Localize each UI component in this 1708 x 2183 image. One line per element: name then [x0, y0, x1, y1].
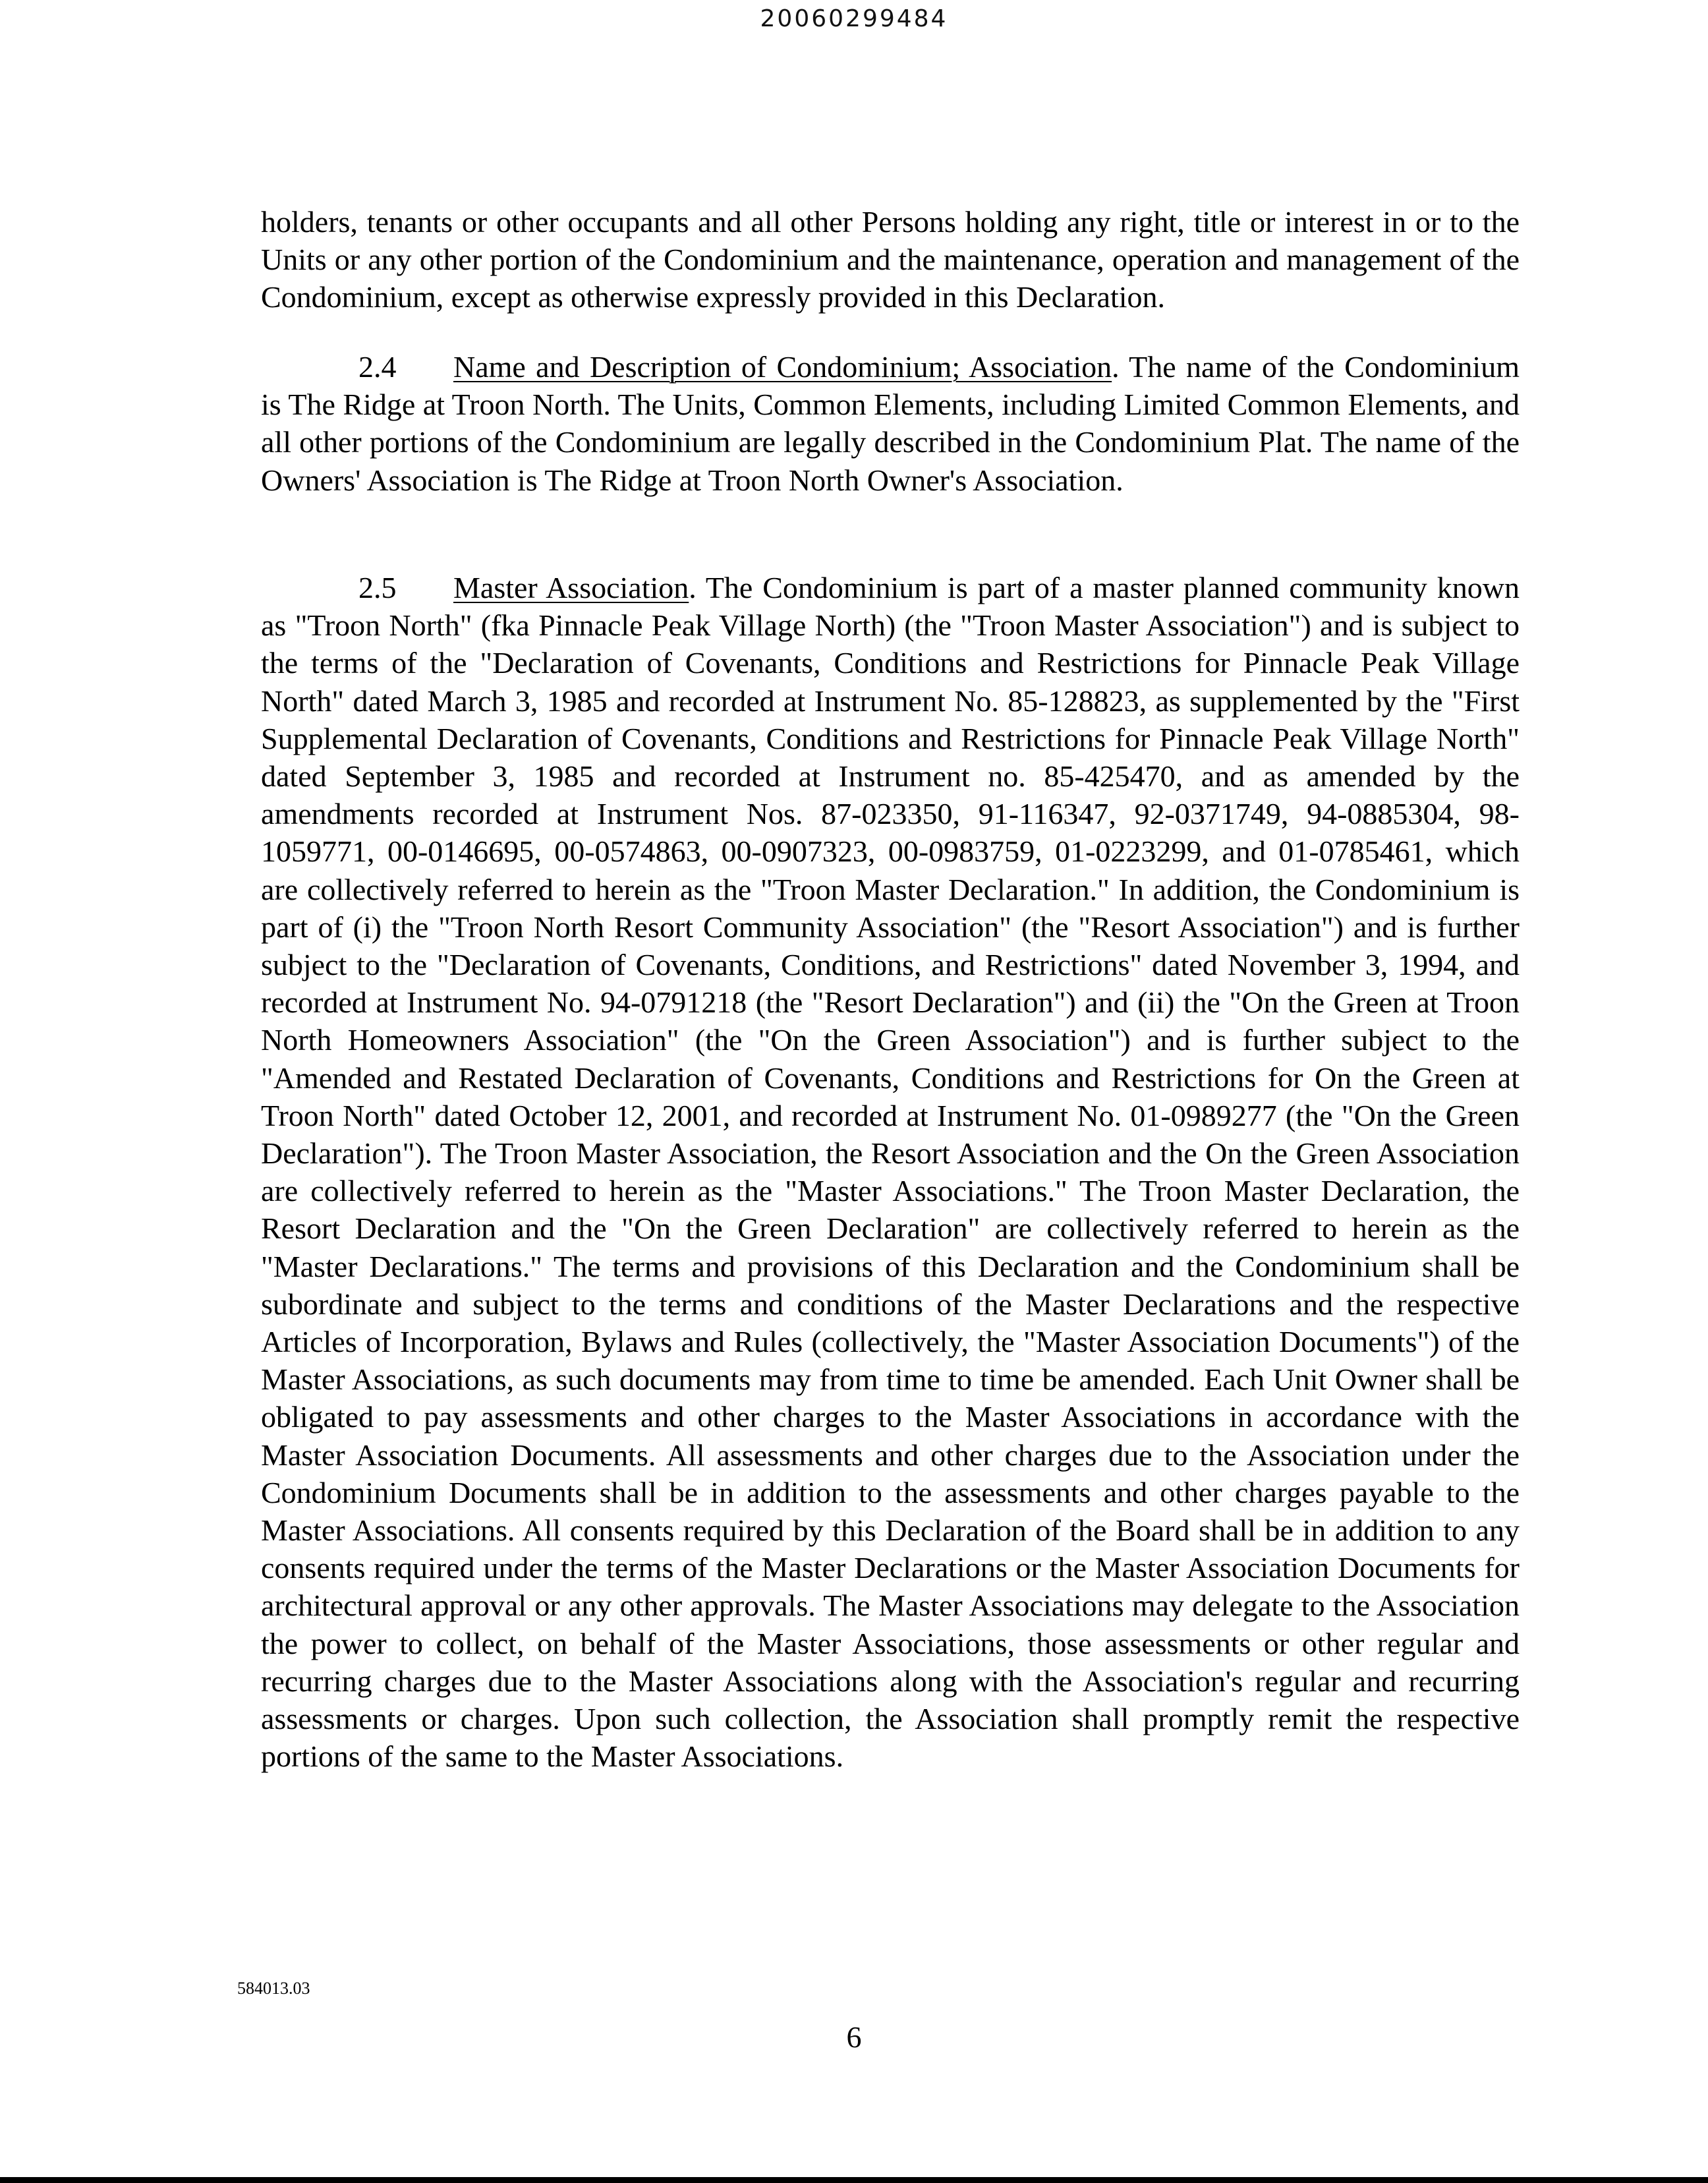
section-text: . The Condominium is part of a master planned community known as "Troon North" (fka Pinnacle Peak Village North) (the "Troon Master Association") and is subject to the terms of the "Declaration of Covenants, Conditions and Restrictions for Pinnacle Peak Village North" dated March 3, 1985 and recorded at Instrument No. 85-128823, as supplemented by the "First Supplemental Declaration of Covenants, Conditions and Restrictions for Pinnacle Peak Village North" dated September 3, 1985 and recorded at Instrument no. 85-425470, and as amended by the amendments recorded at Instrument Nos. 87-023350, 91-116347, 92-0371749, 94-0885304, 98-1059771, 00-0146695, 00-0574863, 00-0907323, 00-0983759, 01-0223299, and 01-0785461, which are collectively referred to herein as the "Troon Master Declaration." In addition, the Condominium is part of (i) the "Troon North Resort Community Association" (the "Resort Association") and is further subject to the "Declaration of Covenants, Conditions, and Restrictions" dated November 3, 1994, and recorded at Instrument No. 94-0791218 (the "Resort Declaration") and (ii) the "On the Green at Troon North Homeowners Association" (the "On the Green Association") and is further subject to the "Amended and Restated Declaration of Covenants, Conditions and Restrictions for On the Green at Troon North" dated October 12, 2001, and recorded at Instrument No. 01-0989277 (the "On the Green Declaration"). The Troon Master Association, the Resort Association and the On the Green Association are collectively referred to herein as the "Master Associations." The Troon Master Declaration, the Resort Declaration and the "On the Green Declaration" are collectively referred to herein as the "Master Declarations." The terms and provisions of this Declaration and the Condominium shall be subordinate and subject to the terms and conditions of the Master Declarations and the respective Articles of Incorporation, Bylaws and Rules (collectively, the "Master Association Documents") of the Master Associations, as such documents may from time to time be amended. Each Unit Owner shall be obligated to pay assessments and other charges to the Master Associations in accordance with the Master Association Documents. All assessments and other charges due to the Association under the Condominium Documents shall be in addition to the assessments and other charges payable to the Master Associations. All consents required by this Declaration of the Board shall be in addition to any consents required under the terms of the Master Declarations or the Master Association Documents for architectural approval or any other approvals. The Master Associations may delegate to the Association the power to collect, on behalf of the Master Associations, those assessments or other regular and recurring charges due to the Master Associations along with the Association's regular and recurring assessments or charges. Upon such collection, the Association shall promptly remit the respective portions of the same to the Master Associations.	[261, 571, 1520, 1774]
section-heading: Name and Description of Condominium; Association	[453, 350, 1112, 384]
paragraph-text: holders, tenants or other occupants and all other Persons holding any right, title or interest in or to the Units or any other portion of the Condominium and the maintenance, operation and management of the Condominium, except as otherwise expressly provided in this Declaration.	[261, 205, 1520, 314]
section-number: 2.5	[358, 571, 397, 604]
section-2-5	[261, 569, 1520, 1776]
section-heading: Master Association	[453, 571, 689, 604]
section-number: 2.4	[358, 350, 397, 384]
document-id: 584013.03	[237, 1979, 310, 1998]
page-number: 6	[846, 2020, 862, 2054]
paragraph-continuation	[261, 203, 1520, 316]
scan-border-line	[0, 2177, 1708, 2183]
recording-number: 20060299484	[760, 5, 948, 32]
section-text: . The name of the Condominium is The Ridge at Troon North. The Units, Common Elements, including Limited Common Elements, and all other portions of the Condominium are legally described in the Condominium Plat. The name of the Owners' Association is The Ridge at Troon North Owner's Association.	[261, 350, 1520, 497]
section-2-4	[261, 348, 1520, 499]
